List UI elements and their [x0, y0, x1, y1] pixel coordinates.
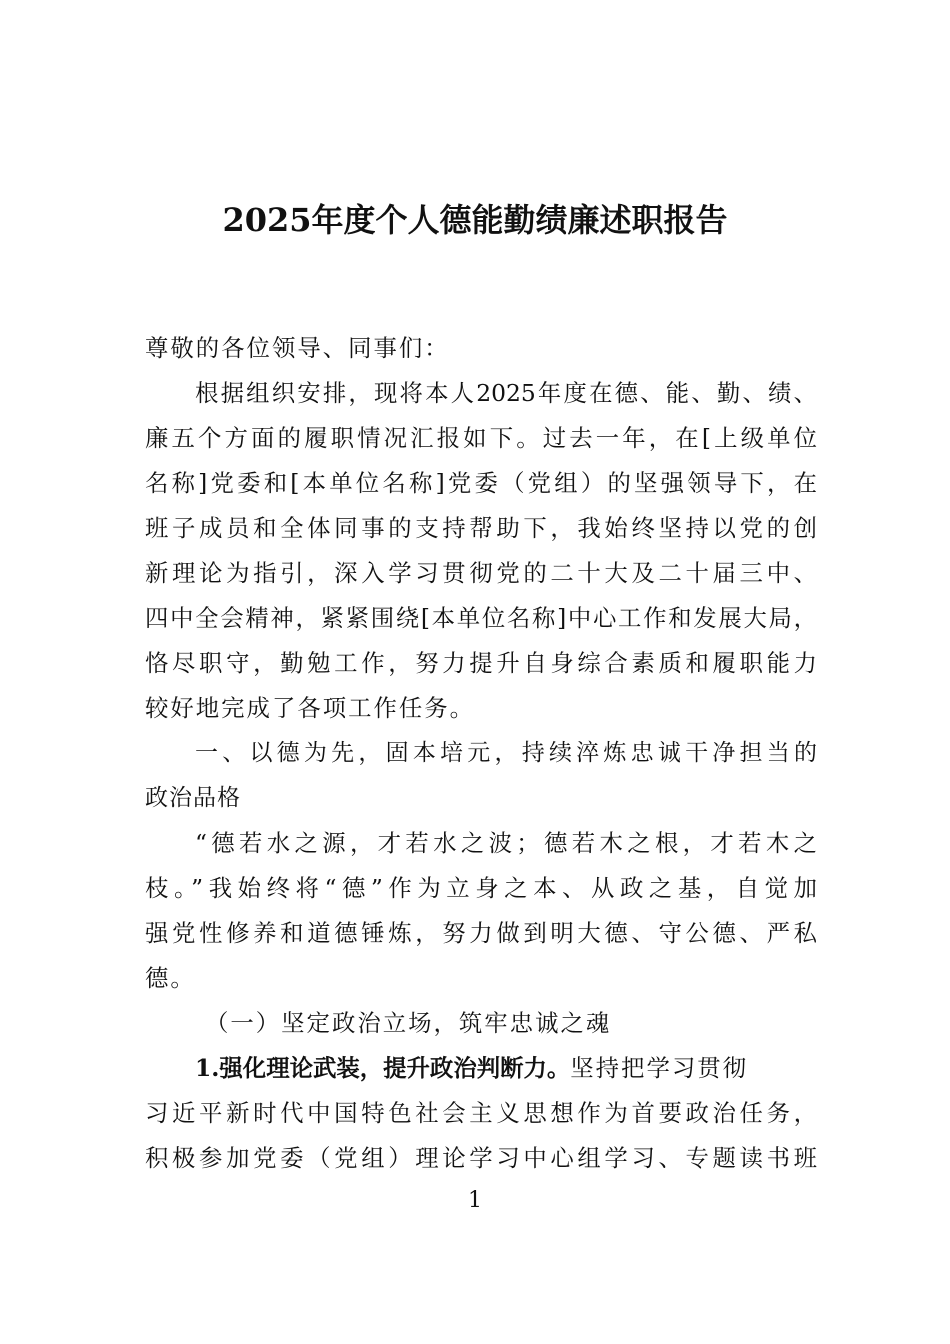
- intro-line: 恪尽职守，勤勉工作，努力提升自身综合素质和履职能力: [145, 649, 817, 677]
- intro-line: 较好地完成了各项工作任务。: [145, 694, 476, 722]
- item-lead-rest: 坚持把学习贯彻: [570, 1054, 749, 1082]
- document-title: 2025年度个人德能勤绩廉述职报告: [222, 201, 728, 239]
- intro-line: 四中全会精神，紧紧围绕[本单位名称]中心工作和发展大局，: [145, 604, 817, 632]
- intro-line: 班子成员和全体同事的支持帮助下，我始终坚持以党的创: [145, 514, 817, 542]
- subsection-heading: （一）坚定政治立场，筑牢忠诚之魂: [205, 1009, 612, 1037]
- intro-line: 新理论为指引，深入学习贯彻党的二十大及二十届三中、: [145, 559, 817, 587]
- section-text-line: 枝。”我始终将“德”作为立身之本、从政之基，自觉加: [145, 874, 817, 902]
- section-text-line: “德若水之源，才若水之波；德若木之根，才若木之: [195, 829, 817, 857]
- section-text-line: 德。: [145, 964, 196, 992]
- intro-line: 名称]党委和[本单位名称]党委（党组）的坚强领导下，在: [145, 469, 817, 497]
- item-first-line: [195, 1046, 748, 1090]
- item-line: 习近平新时代中国特色社会主义思想作为首要政治任务，: [145, 1099, 817, 1127]
- item-bold-lead: 1.强化理论武装，提升政治判断力。: [195, 1054, 571, 1082]
- section-text-line: 强党性修养和道德锤炼，努力做到明大德、守公德、严私: [145, 919, 817, 947]
- item-line: 积极参加党委（党组）理论学习中心组学习、专题读书班: [145, 1144, 817, 1172]
- section-heading: 政治品格: [145, 785, 241, 811]
- greeting: 尊敬的各位领导、同事们：: [145, 334, 450, 362]
- page-number: 1: [468, 1188, 482, 1213]
- intro-line: 廉五个方面的履职情况汇报如下。过去一年，在[上级单位: [145, 424, 817, 452]
- intro-line: 根据组织安排，现将本人2025年度在德、能、勤、绩、: [195, 379, 817, 407]
- section-heading: 一、以德为先，固本培元，持续淬炼忠诚干净担当的: [195, 740, 817, 766]
